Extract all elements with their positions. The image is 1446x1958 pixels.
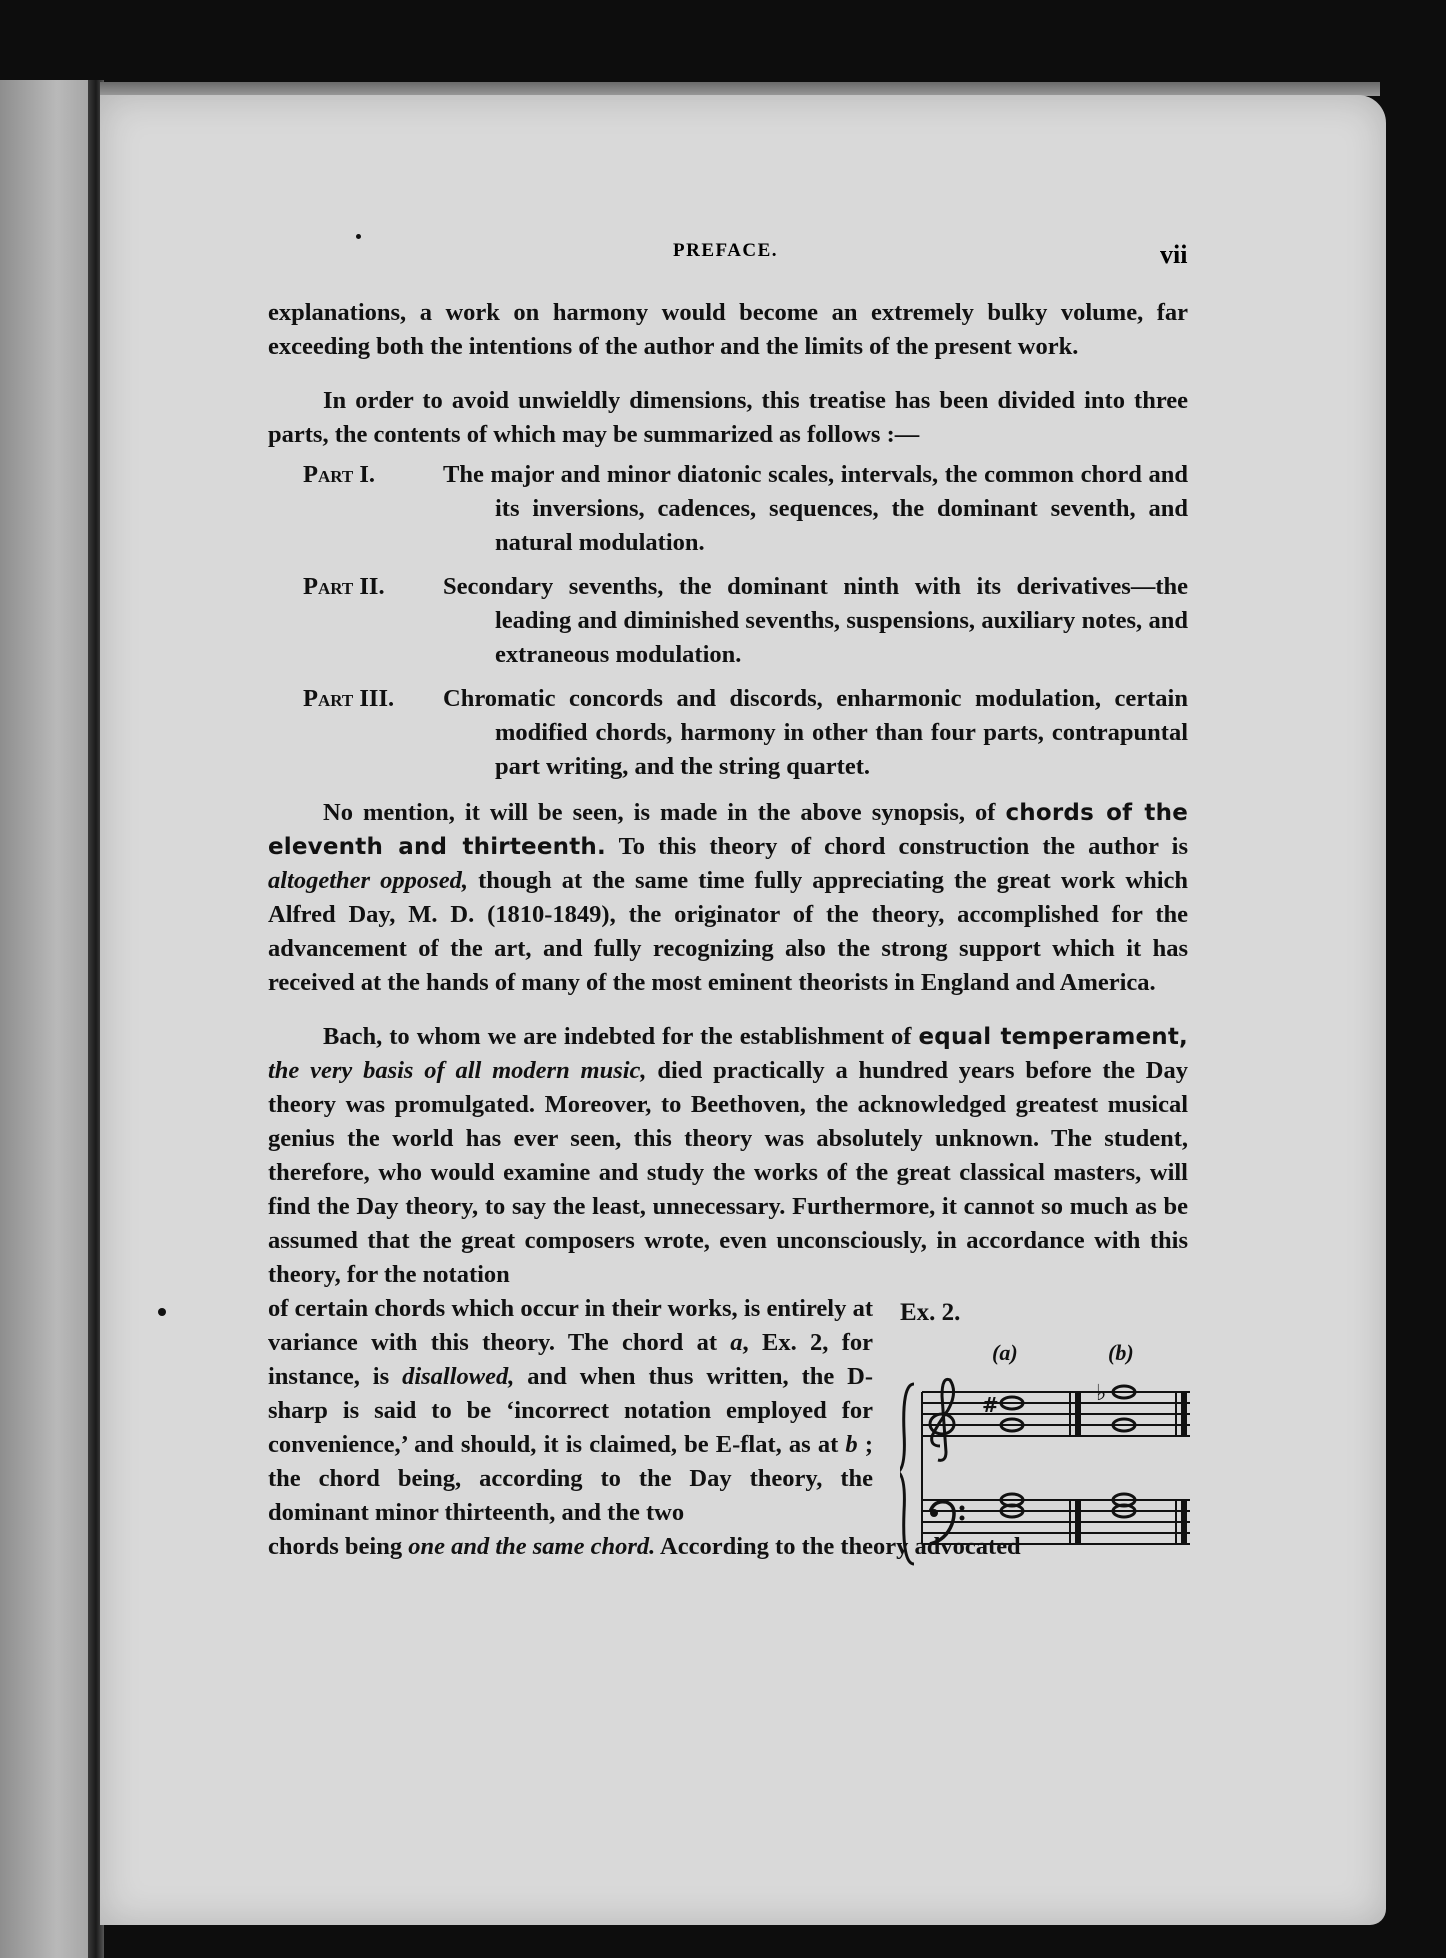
part-text: Chromatic concords and discords, enharmonic modulation, certain modified chords, harmony in other than four parts, contrapuntal part writing, and the string quartet. [443,685,1188,780]
part-item [268,682,1188,784]
emphasis-temperament: equal temperament, [918,1024,1188,1050]
svg-text:#: # [982,1393,999,1417]
example-label: Ex. 2. [900,1299,961,1326]
parts-list [268,458,1188,784]
text-run: Bach, to whom we are indebted for the establishment of [323,1023,919,1050]
example-section [268,1292,1188,1530]
speck [356,234,361,239]
chord-b-treble [1096,1381,1135,1431]
part-label: Part I. [303,461,376,488]
page-number: vii [1160,240,1188,269]
music-staff-figure [900,1372,1200,1577]
speck [158,1308,166,1316]
emphasis-chords: chords of the eleventh and thirteenth. [268,800,1188,860]
left-page-edge [0,80,95,1958]
example-sub-a: (a) [992,1340,1018,1365]
brace-icon [900,1384,914,1564]
part-text: The major and minor diatonic scales, intervals, the common chord and its inversions, cadences, sequences, the dominant seventh, and natural modulation. [443,461,1188,556]
part-item [268,570,1188,672]
emphasis-basis: the very basis of all modern music, [268,1057,647,1084]
emphasis-a: a [730,1329,743,1356]
page-top-edge [100,82,1380,96]
text-run: though at the same time fully appreciating the great work which Alfred Day, M. D. (1810-1849), the originator of the theory, accomplished for the advancement of the art, and fully recognizing also the strong support which it has received at the hands of many of the most eminent theorists in England and America. [268,867,1188,996]
paragraph-day-theory [268,796,1188,1000]
paragraph-continuation: explanations, a work on harmony would become an extremely bulky volume, far exceeding both the intentions of the author and the limits of the present work. [268,299,1188,360]
music-example [900,1292,1200,1582]
text-run: To this theory of chord construction the author is [605,833,1189,860]
emphasis-same-chord: one and the same chord. [408,1533,656,1560]
text-run: of certain chords which occur in their works, is entirely at variance with this theory. The chord at [268,1295,873,1356]
paragraph-intro: In order to avoid unwieldly dimensions, this treatise has been divided into three parts, the contents of which may be summarized as follows :— [268,387,1188,448]
treble-staff [922,1392,1190,1436]
chord-b-bass [1113,1494,1135,1517]
part-label: Part III. [303,685,395,712]
part-label: Part II. [303,573,385,600]
paragraph-example [268,1292,873,1530]
part-text: Secondary sevenths, the dominant ninth with its derivatives—the leading and diminished sevenths, suspensions, auxiliary notes, and extraneous modulation. [443,573,1188,668]
chord-a-bass [1001,1494,1023,1517]
text-run: No mention, it will be seen, is made in the above synopsis, of [323,799,1006,826]
text-run: According to the theory advocated [655,1533,1021,1560]
emphasis-b: b [845,1431,858,1458]
example-sub-b: (b) [1108,1340,1134,1365]
text-run: and when thus written, the D-sharp is said to be ‘incorrect notation employed for convenience,’ and should, it is claimed, be E-flat, as at [268,1363,874,1458]
running-title: PREFACE. [673,240,779,261]
emphasis-opposed: altogether opposed, [268,867,468,894]
body-text [268,230,1188,1584]
svg-text:♭: ♭ [1096,1381,1107,1406]
text-run: died practically a hundred years before the Day theory was promulgated. Moreover, to Beethoven, the acknowledged greatest musical genius the world has ever seen, this theory was absolutely unknown. The student, therefore, who would examine and study the works of the great classical masters, will find the Day theory, to say the least, unnecessary. Furthermore, it cannot so much as be assumed that the great composers wrote, even unconsciously, in accordance with this theory, for the notation [268,1057,1189,1288]
text-run: , Ex. 2, for instance, is [268,1329,873,1390]
text-run: ; the chord being, according to the Day theory, the dominant minor thirteenth, and the two [268,1431,873,1526]
part-item [268,458,1188,560]
text-run: chords being [268,1533,409,1560]
emphasis-disallowed: disallowed, [402,1363,515,1390]
paragraph-bach [268,1020,1188,1292]
